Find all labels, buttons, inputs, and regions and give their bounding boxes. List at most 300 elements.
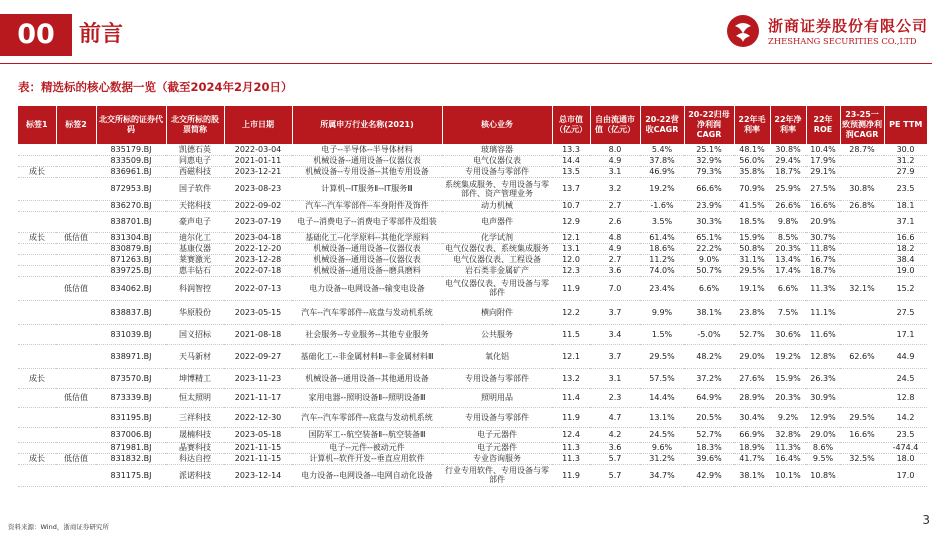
table-row	[18, 453, 927, 464]
date-cell: 2022-07-18	[224, 265, 292, 276]
pe-ttm-cell: 27.5	[884, 300, 927, 324]
roe-cell: 20.9%	[806, 211, 840, 232]
tag1-cell	[18, 427, 56, 442]
name-cell: 恒太照明	[166, 388, 224, 407]
pe-ttm-cell: 18.2	[884, 243, 927, 254]
industry-cell: 机械设备--专用设备--其他专用设备	[292, 166, 442, 177]
free-mcap-cell: 8.0	[590, 144, 640, 155]
revenue-cagr-cell: 61.4%	[640, 232, 684, 243]
header-divider	[0, 63, 932, 64]
code-cell: 838837.BJ	[96, 300, 166, 324]
revenue-cagr-cell: 31.2%	[640, 453, 684, 464]
date-cell: 2022-12-30	[224, 407, 292, 427]
tag1-cell	[18, 144, 56, 155]
name-cell: 晟楠科技	[166, 427, 224, 442]
tag2-cell: 低估值	[56, 232, 96, 243]
date-cell: 2021-11-17	[224, 388, 292, 407]
business-cell: 电子元器件	[442, 442, 552, 453]
mcap-cell: 11.5	[552, 324, 590, 344]
revenue-cagr-cell: 24.5%	[640, 427, 684, 442]
table-row	[18, 232, 927, 243]
name-cell: 坤博精工	[166, 368, 224, 388]
revenue-cagr-cell: 3.5%	[640, 211, 684, 232]
net-margin-cell: 6.6%	[770, 276, 806, 300]
forecast-cagr-cell: 30.8%	[840, 177, 884, 200]
roe-cell: 18.7%	[806, 265, 840, 276]
mcap-cell: 11.4	[552, 388, 590, 407]
net-margin-cell: 8.5%	[770, 232, 806, 243]
business-cell: 照明用品	[442, 388, 552, 407]
mcap-cell: 11.3	[552, 453, 590, 464]
date-cell: 2021-11-15	[224, 453, 292, 464]
name-cell: 科达自控	[166, 453, 224, 464]
net-margin-cell: 32.8%	[770, 427, 806, 442]
business-cell: 电声器件	[442, 211, 552, 232]
table-row	[18, 464, 927, 486]
code-cell: 831039.BJ	[96, 324, 166, 344]
code-cell: 835179.BJ	[96, 144, 166, 155]
name-cell: 莱赛激光	[166, 254, 224, 265]
col-header-mcap: 总市值（亿元）	[552, 106, 590, 144]
gross-margin-cell: 56.0%	[734, 155, 770, 166]
tag1-cell	[18, 243, 56, 254]
date-cell: 2022-09-02	[224, 200, 292, 211]
forecast-cagr-cell	[840, 442, 884, 453]
industry-cell: 计算机--软件开发--垂直应用软件	[292, 453, 442, 464]
gross-margin-cell: 18.9%	[734, 442, 770, 453]
business-cell: 岩石类非金属矿产	[442, 265, 552, 276]
table-row	[18, 427, 927, 442]
roe-cell: 11.6%	[806, 324, 840, 344]
net-margin-cell: 29.4%	[770, 155, 806, 166]
pe-ttm-cell: 37.1	[884, 211, 927, 232]
roe-cell: 10.8%	[806, 464, 840, 486]
gross-margin-cell: 30.4%	[734, 407, 770, 427]
table-row	[18, 177, 927, 200]
profit-cagr-cell: 79.3%	[684, 166, 734, 177]
forecast-cagr-cell	[840, 254, 884, 265]
revenue-cagr-cell: 1.5%	[640, 324, 684, 344]
col-header-name: 北交所标的股票简称	[166, 106, 224, 144]
net-margin-cell: 7.5%	[770, 300, 806, 324]
code-cell: 838701.BJ	[96, 211, 166, 232]
name-cell: 迪尔化工	[166, 232, 224, 243]
tag1-cell	[18, 388, 56, 407]
business-cell: 电子元器件	[442, 427, 552, 442]
gross-margin-cell: 52.7%	[734, 324, 770, 344]
tag1-cell	[18, 407, 56, 427]
free-mcap-cell: 5.7	[590, 453, 640, 464]
profit-cagr-cell: -5.0%	[684, 324, 734, 344]
free-mcap-cell: 2.7	[590, 254, 640, 265]
net-margin-cell: 20.3%	[770, 388, 806, 407]
net-margin-cell: 16.4%	[770, 453, 806, 464]
tag2-cell	[56, 368, 96, 388]
company-name-cn: 浙商证券股份有限公司	[768, 17, 929, 35]
industry-cell: 国防军工--航空装备Ⅱ--航空装备Ⅲ	[292, 427, 442, 442]
roe-cell: 12.8%	[806, 344, 840, 368]
gross-margin-cell: 41.5%	[734, 200, 770, 211]
date-cell: 2021-08-18	[224, 324, 292, 344]
net-margin-cell: 9.2%	[770, 407, 806, 427]
pe-ttm-cell: 23.5	[884, 177, 927, 200]
date-cell: 2022-07-13	[224, 276, 292, 300]
profit-cagr-cell: 48.2%	[684, 344, 734, 368]
profit-cagr-cell: 39.6%	[684, 453, 734, 464]
mcap-cell: 11.9	[552, 407, 590, 427]
tag2-cell	[56, 344, 96, 368]
roe-cell: 11.1%	[806, 300, 840, 324]
revenue-cagr-cell: 29.5%	[640, 344, 684, 368]
industry-cell: 电子--半导体--半导体材料	[292, 144, 442, 155]
business-cell: 专用设备与零部件	[442, 407, 552, 427]
table-row	[18, 166, 927, 177]
free-mcap-cell: 3.1	[590, 368, 640, 388]
tag1-cell	[18, 211, 56, 232]
free-mcap-cell: 4.2	[590, 427, 640, 442]
zheshang-logo-icon	[726, 14, 760, 48]
industry-cell: 机械设备--通用设备--仪器仪表	[292, 155, 442, 166]
table-row	[18, 344, 927, 368]
pe-ttm-cell: 30.0	[884, 144, 927, 155]
revenue-cagr-cell: 34.7%	[640, 464, 684, 486]
mcap-cell: 12.2	[552, 300, 590, 324]
name-cell: 天马新材	[166, 344, 224, 368]
table-row	[18, 155, 927, 166]
col-header-code: 北交所标的证券代码	[96, 106, 166, 144]
tag1-cell	[18, 276, 56, 300]
industry-cell: 社会服务--专业服务--其他专业服务	[292, 324, 442, 344]
revenue-cagr-cell: 37.8%	[640, 155, 684, 166]
forecast-cagr-cell	[840, 388, 884, 407]
col-header-tag1: 标签1	[18, 106, 56, 144]
code-cell: 871263.BJ	[96, 254, 166, 265]
pe-ttm-cell: 19.0	[884, 265, 927, 276]
business-cell: 电气仪器仪表、专用设备与零部件	[442, 276, 552, 300]
free-mcap-cell: 4.9	[590, 155, 640, 166]
date-cell: 2023-12-21	[224, 166, 292, 177]
mcap-cell: 12.0	[552, 254, 590, 265]
date-cell: 2023-12-28	[224, 254, 292, 265]
free-mcap-cell: 4.8	[590, 232, 640, 243]
industry-cell: 机械设备--通用设备--仪器仪表	[292, 254, 442, 265]
net-margin-cell: 26.6%	[770, 200, 806, 211]
code-cell: 838971.BJ	[96, 344, 166, 368]
tag2-cell: 低估值	[56, 453, 96, 464]
pe-ttm-cell: 27.9	[884, 166, 927, 177]
industry-cell: 电力设备--电网设备--输变电设备	[292, 276, 442, 300]
revenue-cagr-cell: 74.0%	[640, 265, 684, 276]
tag1-cell	[18, 254, 56, 265]
net-margin-cell: 13.4%	[770, 254, 806, 265]
industry-cell: 汽车--汽车零部件--底盘与发动机系统	[292, 300, 442, 324]
forecast-cagr-cell	[840, 324, 884, 344]
gross-margin-cell: 66.9%	[734, 427, 770, 442]
name-cell: 凯德石英	[166, 144, 224, 155]
revenue-cagr-cell: 18.6%	[640, 243, 684, 254]
business-cell: 氧化铝	[442, 344, 552, 368]
col-header-pe-ttm: PE TTM	[884, 106, 927, 144]
net-margin-cell: 30.8%	[770, 144, 806, 155]
industry-cell: 家用电器--照明设备Ⅱ--照明设备Ⅲ	[292, 388, 442, 407]
business-cell: 专用设备与零部件	[442, 166, 552, 177]
data-source-note: 资料来源：Wind，浙商证券研究所	[8, 523, 109, 531]
free-mcap-cell: 3.7	[590, 300, 640, 324]
code-cell: 871981.BJ	[96, 442, 166, 453]
tag2-cell	[56, 177, 96, 200]
revenue-cagr-cell: 5.4%	[640, 144, 684, 155]
industry-cell: 机械设备--通用设备--磨具磨料	[292, 265, 442, 276]
mcap-cell: 12.4	[552, 427, 590, 442]
gross-margin-cell: 28.9%	[734, 388, 770, 407]
net-margin-cell: 10.1%	[770, 464, 806, 486]
profit-cagr-cell: 52.7%	[684, 427, 734, 442]
net-margin-cell: 11.3%	[770, 442, 806, 453]
business-cell: 电气仪器仪表	[442, 155, 552, 166]
tag1-cell: 成长	[18, 166, 56, 177]
pe-ttm-cell: 17.1	[884, 324, 927, 344]
table-title: 表：精选标的核心数据一览（截至2024年2月20日）	[18, 80, 293, 94]
free-mcap-cell: 2.3	[590, 388, 640, 407]
free-mcap-cell: 4.7	[590, 407, 640, 427]
tag2-cell	[56, 211, 96, 232]
profit-cagr-cell: 30.3%	[684, 211, 734, 232]
roe-cell: 12.9%	[806, 407, 840, 427]
forecast-cagr-cell	[840, 464, 884, 486]
net-margin-cell: 20.3%	[770, 243, 806, 254]
code-cell: 872953.BJ	[96, 177, 166, 200]
table-row	[18, 254, 927, 265]
name-cell: 三祥科技	[166, 407, 224, 427]
profit-cagr-cell: 32.9%	[684, 155, 734, 166]
free-mcap-cell: 5.7	[590, 464, 640, 486]
forecast-cagr-cell	[840, 368, 884, 388]
forecast-cagr-cell	[840, 166, 884, 177]
tag2-cell	[56, 144, 96, 155]
code-cell: 873570.BJ	[96, 368, 166, 388]
company-name-en: ZHESHANG SECURITIES CO.,LTD	[768, 36, 917, 46]
tag2-cell	[56, 464, 96, 486]
profit-cagr-cell: 23.9%	[684, 200, 734, 211]
gross-margin-cell: 15.9%	[734, 232, 770, 243]
mcap-cell: 11.9	[552, 276, 590, 300]
industry-cell: 汽车--汽车零部件--底盘与发动机系统	[292, 407, 442, 427]
tag2-cell: 低估值	[56, 388, 96, 407]
business-cell: 专用设备与零部件	[442, 368, 552, 388]
mcap-cell: 12.1	[552, 232, 590, 243]
date-cell: 2023-11-23	[224, 368, 292, 388]
name-cell: 西磁科技	[166, 166, 224, 177]
pe-ttm-cell: 23.5	[884, 427, 927, 442]
mcap-cell: 13.3	[552, 144, 590, 155]
gross-margin-cell: 29.5%	[734, 265, 770, 276]
name-cell: 基康仪器	[166, 243, 224, 254]
tag1-cell: 成长	[18, 368, 56, 388]
mcap-cell: 11.3	[552, 442, 590, 453]
business-cell: 专业咨询服务	[442, 453, 552, 464]
roe-cell: 29.1%	[806, 166, 840, 177]
pe-ttm-cell: 44.9	[884, 344, 927, 368]
name-cell: 豪声电子	[166, 211, 224, 232]
core-data-table	[18, 106, 927, 487]
revenue-cagr-cell: -1.6%	[640, 200, 684, 211]
revenue-cagr-cell: 13.1%	[640, 407, 684, 427]
roe-cell: 11.3%	[806, 276, 840, 300]
table-row	[18, 200, 927, 211]
date-cell: 2022-12-20	[224, 243, 292, 254]
code-cell: 833509.BJ	[96, 155, 166, 166]
forecast-cagr-cell: 32.5%	[840, 453, 884, 464]
tag2-cell	[56, 265, 96, 276]
tag2-cell	[56, 407, 96, 427]
pe-ttm-cell: 15.2	[884, 276, 927, 300]
gross-margin-cell: 70.9%	[734, 177, 770, 200]
free-mcap-cell: 7.0	[590, 276, 640, 300]
business-cell: 系统集成服务、专用设备与零部件、资产管理业务	[442, 177, 552, 200]
tag1-cell	[18, 344, 56, 368]
tag1-cell	[18, 265, 56, 276]
tag2-cell	[56, 300, 96, 324]
roe-cell: 10.4%	[806, 144, 840, 155]
forecast-cagr-cell	[840, 155, 884, 166]
gross-margin-cell: 48.1%	[734, 144, 770, 155]
tag2-cell: 低估值	[56, 276, 96, 300]
free-mcap-cell: 2.6	[590, 211, 640, 232]
pe-ttm-cell: 18.1	[884, 200, 927, 211]
code-cell: 831175.BJ	[96, 464, 166, 486]
table-row	[18, 388, 927, 407]
forecast-cagr-cell: 29.5%	[840, 407, 884, 427]
roe-cell: 9.5%	[806, 453, 840, 464]
business-cell: 电气仪器仪表、工程设备	[442, 254, 552, 265]
free-mcap-cell: 3.2	[590, 177, 640, 200]
code-cell: 836270.BJ	[96, 200, 166, 211]
col-header-industry: 所属申万行业名称(2021)	[292, 106, 442, 144]
table-header-row	[18, 106, 927, 144]
profit-cagr-cell: 20.5%	[684, 407, 734, 427]
code-cell: 839725.BJ	[96, 265, 166, 276]
forecast-cagr-cell	[840, 243, 884, 254]
forecast-cagr-cell: 16.6%	[840, 427, 884, 442]
code-cell: 837006.BJ	[96, 427, 166, 442]
tag1-cell	[18, 442, 56, 453]
col-header-revenue-cagr: 20-22营收CAGR	[640, 106, 684, 144]
pe-ttm-cell: 17.0	[884, 464, 927, 486]
profit-cagr-cell: 65.1%	[684, 232, 734, 243]
roe-cell: 11.8%	[806, 243, 840, 254]
col-header-tag2: 标签2	[56, 106, 96, 144]
free-mcap-cell: 3.1	[590, 166, 640, 177]
profit-cagr-cell: 18.3%	[684, 442, 734, 453]
revenue-cagr-cell: 11.2%	[640, 254, 684, 265]
forecast-cagr-cell	[840, 265, 884, 276]
roe-cell: 30.9%	[806, 388, 840, 407]
free-mcap-cell: 3.4	[590, 324, 640, 344]
code-cell: 831832.BJ	[96, 453, 166, 464]
table-row	[18, 300, 927, 324]
mcap-cell: 13.5	[552, 166, 590, 177]
revenue-cagr-cell: 23.4%	[640, 276, 684, 300]
pe-ttm-cell: 38.4	[884, 254, 927, 265]
col-header-business: 核心业务	[442, 106, 552, 144]
gross-margin-cell: 31.1%	[734, 254, 770, 265]
name-cell: 晶赛科技	[166, 442, 224, 453]
profit-cagr-cell: 50.7%	[684, 265, 734, 276]
free-mcap-cell: 3.6	[590, 265, 640, 276]
free-mcap-cell: 2.7	[590, 200, 640, 211]
revenue-cagr-cell: 9.6%	[640, 442, 684, 453]
tag1-cell	[18, 300, 56, 324]
revenue-cagr-cell: 14.4%	[640, 388, 684, 407]
industry-cell: 基础化工--化学原料--其他化学原料	[292, 232, 442, 243]
profit-cagr-cell: 22.2%	[684, 243, 734, 254]
date-cell: 2023-08-23	[224, 177, 292, 200]
table-row	[18, 324, 927, 344]
tag2-cell	[56, 442, 96, 453]
gross-margin-cell: 23.8%	[734, 300, 770, 324]
code-cell: 836961.BJ	[96, 166, 166, 177]
profit-cagr-cell: 25.1%	[684, 144, 734, 155]
tag1-cell	[18, 200, 56, 211]
name-cell: 科润智控	[166, 276, 224, 300]
pe-ttm-cell: 12.8	[884, 388, 927, 407]
table-row	[18, 243, 927, 254]
profit-cagr-cell: 9.0%	[684, 254, 734, 265]
revenue-cagr-cell: 46.9%	[640, 166, 684, 177]
tag2-cell	[56, 324, 96, 344]
pe-ttm-cell: 16.6	[884, 232, 927, 243]
tag2-cell	[56, 243, 96, 254]
profit-cagr-cell: 66.6%	[684, 177, 734, 200]
col-header-free-mcap: 自由流通市值（亿元）	[590, 106, 640, 144]
revenue-cagr-cell: 19.2%	[640, 177, 684, 200]
roe-cell: 29.0%	[806, 427, 840, 442]
business-cell: 动力机械	[442, 200, 552, 211]
roe-cell: 16.6%	[806, 200, 840, 211]
col-header-date: 上市日期	[224, 106, 292, 144]
forecast-cagr-cell: 28.7%	[840, 144, 884, 155]
date-cell: 2023-05-18	[224, 427, 292, 442]
name-cell: 派诺科技	[166, 464, 224, 486]
net-margin-cell: 25.9%	[770, 177, 806, 200]
tag2-cell	[56, 166, 96, 177]
mcap-cell: 11.9	[552, 464, 590, 486]
col-header-profit-cagr: 20-22归母净利润CAGR	[684, 106, 734, 144]
mcap-cell: 13.2	[552, 368, 590, 388]
gross-margin-cell: 29.0%	[734, 344, 770, 368]
tag1-cell: 成长	[18, 453, 56, 464]
date-cell: 2023-07-19	[224, 211, 292, 232]
date-cell: 2021-11-15	[224, 442, 292, 453]
business-cell: 公共服务	[442, 324, 552, 344]
table-row	[18, 368, 927, 388]
roe-cell: 30.7%	[806, 232, 840, 243]
code-cell: 831195.BJ	[96, 407, 166, 427]
gross-margin-cell: 18.5%	[734, 211, 770, 232]
date-cell: 2022-09-27	[224, 344, 292, 368]
forecast-cagr-cell	[840, 232, 884, 243]
table-row	[18, 144, 927, 155]
table-row	[18, 265, 927, 276]
profit-cagr-cell: 6.6%	[684, 276, 734, 300]
pe-ttm-cell: 18.0	[884, 453, 927, 464]
roe-cell: 26.3%	[806, 368, 840, 388]
tag1-cell	[18, 324, 56, 344]
mcap-cell: 12.3	[552, 265, 590, 276]
tag1-cell	[18, 155, 56, 166]
industry-cell: 汽车--汽车零部件--车身附件及饰件	[292, 200, 442, 211]
code-cell: 873339.BJ	[96, 388, 166, 407]
